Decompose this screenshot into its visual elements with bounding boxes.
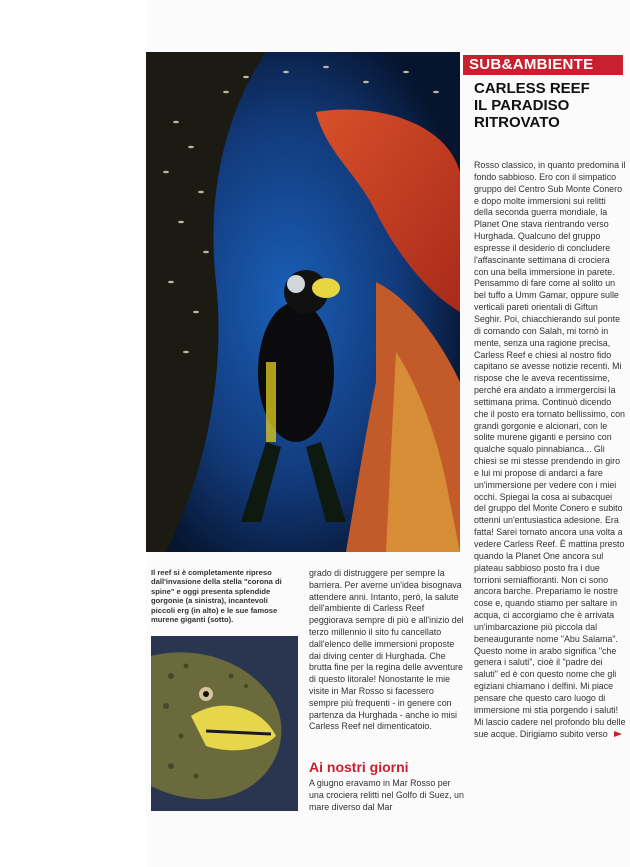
article-column-middle [309,568,465,733]
end-arrow-icon [614,731,622,737]
article-column-middle-continued [309,778,465,813]
body-text: grado di distruggere per sempre la barriera. Per averne un'idea bisognava attendere anni. Intanto, però, la salute dell'ambiente di Carless Reef peggiorava sempre di più e all'inizio del terzo millennio il sito fu cancellato dall'elenco delle immersioni proposte dai diving center di Hurghada. Che brutta fine per la regina delle avventure di questo litorale! Nonostante le mie visite in Mar Rosso si facessero sempre più frequenti - in genere con partenza da Hurghada - anche io misi Carless Reef nel dimenticatoio. [309,568,464,732]
moray-eel-photo [151,636,298,811]
section-label: SUB&AMBIENTE [463,55,623,75]
diver-reef-photo [146,52,460,552]
body-text: A giugno eravamo in Mar Rosso per una crociera relitti nel Golfo di Suez, un mare diverso dal Mar [309,778,464,812]
headline-line: CARLESS REEF [474,80,590,97]
body-text: Rosso classico, in quanto predomina il fondo sabbioso. Ero con il simpatico gruppo del Centro Sub Monte Conero e dopo molte immersioni sui relitti della seconda guerra mondiale, la Planet One stava rientrando verso Hurghada. Qualcuno del gruppo espresse il desiderio di concludere l'affascinante settimana di crociera con una bella immersione in parete. Pensammo di fare come al solito un bel tuffo a Umm Gamar, oppure sulle verticali pareti orientali di Giftun Seghir. Poi, chiacchierando sul ponte di comando con Salah, mi tornò in mente, senza una ragione precisa, Carless Reef e chiesi al nostro fido capitano se avesse notizie recenti. Mi rispose che le aveva recentissime, perché era andato a immergercisi la settimana prima. Continuò dicendo che il posto era tornato bellissimo, con grandi gorgonie e alcionari, con le solite murene giganti e persino con qualche squalo pinnabianca... Gli chiesi se mi stesse prendendo in giro e lui mi propose di andarci a fare un'immersione per vedere con i miei occhi. Spiegai la cosa ai subacquei del gruppo del Monte Conero e subito ottenni un'entusiastica adesione. Era fatta! Sarei tornato ancora una volta a vedere Carless Reef. È mattina presto quando la Planet One ancora sul plateau sabbioso posto fra i due torrioni semiaffioranti. Non ci sono ancora barche. Prepariamo le nostre cose e, quando stiamo per saltare in acqua, ci accorgiamo che è arrivata un'imbarcazione più piccola dal beneaugurante nome "Abu Salama". Questo nome in arabo significa "che genera i saluti", cioè il "padre dei saluti" ed è con questo nome che gli egiziani chiamano i delfini. Mi piace pensare che questo caro luogo di immersione mi stia porgendo i saluti! Mi lascio cadere nel profondo blu delle sue acque. Dirigiamo subito verso [474,160,626,739]
article-headline [474,80,624,131]
caption-text: Il reef si è completamente ripreso dall'invasione della stella "corona di spine" e oggi presenta splendide gorgonie (a sinistra), incantevoli piccoli erg (in alto) e le sue famose murene giganti (sotto). [151,568,282,625]
section-subheading: Ai nostri giorni [309,759,409,775]
headline-line: IL PARADISO [474,97,570,114]
article-column-right [474,160,626,740]
headline-line: RITROVATO [474,114,560,131]
photo-caption [151,568,291,624]
